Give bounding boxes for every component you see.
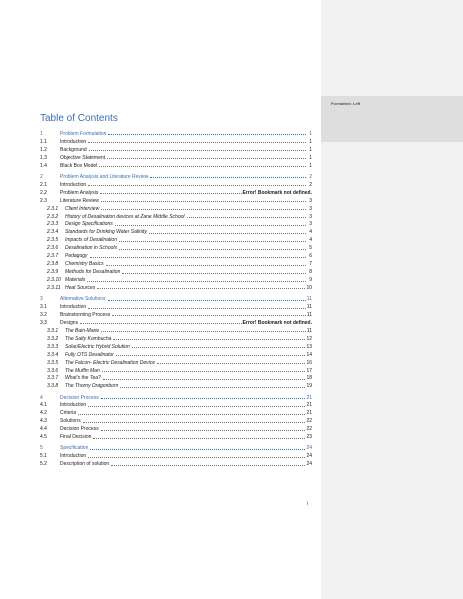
- toc-entry-text: Alternative Solutions: [60, 296, 106, 303]
- toc-entry[interactable]: [40, 326, 312, 334]
- toc-entry-text: Introduction: [60, 304, 87, 310]
- toc-entry-number: 2.3.7: [47, 253, 59, 260]
- toc-entry-text: Decision Process: [60, 394, 99, 401]
- toc-dot-leader: [93, 438, 305, 439]
- toc-entry-number: 5: [40, 445, 43, 452]
- toc-entry-page: 13: [306, 343, 312, 350]
- toc-entry[interactable]: [40, 342, 312, 350]
- table-of-contents: [40, 129, 312, 467]
- toc-entry-number: 2: [40, 173, 43, 180]
- toc-entry-number: 1.4: [40, 162, 47, 169]
- toc-dot-leader: [101, 209, 306, 210]
- toc-entry[interactable]: [40, 180, 312, 188]
- toc-dot-leader: [88, 185, 306, 186]
- toc-entry-page: 18: [306, 375, 312, 382]
- toc-entry-text: Chemistry Basics: [65, 261, 104, 268]
- toc-title: Table of Contents: [40, 113, 118, 124]
- toc-dot-leader: [111, 465, 305, 466]
- toc-entry-page: 1: [309, 138, 312, 145]
- toc-dot-leader: [102, 371, 306, 372]
- toc-dot-leader: [112, 315, 306, 316]
- toc-entry-page: 24: [306, 453, 312, 460]
- toc-entry[interactable]: [40, 204, 312, 212]
- toc-entry-number: 3.1: [40, 304, 47, 310]
- toc-dot-leader: [78, 414, 305, 415]
- toc-entry-number: 2.3.5: [47, 237, 59, 244]
- toc-dot-leader: [80, 323, 241, 324]
- toc-entry-number: 3.2: [40, 311, 47, 318]
- toc-dot-leader: [157, 363, 305, 364]
- toc-entry-text: Solar/Electric Hybrid Solution: [65, 343, 130, 350]
- comment-pane: [321, 0, 463, 599]
- toc-dot-leader: [88, 308, 306, 309]
- toc-entry-text: The Bain-Marie: [65, 327, 100, 334]
- toc-entry[interactable]: [40, 443, 312, 451]
- toc-dot-leader: [149, 233, 306, 234]
- toc-dot-leader: [100, 193, 241, 194]
- toc-entry-page: 19: [306, 383, 312, 390]
- toc-entry-text: Criteria: [60, 410, 77, 417]
- page-number: i: [307, 501, 309, 507]
- toc-dot-leader: [97, 288, 305, 289]
- toc-entry[interactable]: [40, 294, 312, 302]
- toc-entry-text: Problem Formulation: [60, 130, 107, 137]
- toc-entry[interactable]: [40, 161, 312, 169]
- toc-entry-page: 3: [309, 197, 312, 204]
- toc-entry-page: 1: [309, 154, 312, 161]
- toc-entry[interactable]: [40, 196, 312, 204]
- toc-dot-leader: [87, 281, 306, 282]
- toc-entry-page: 11: [306, 304, 312, 310]
- toc-entry-page: 4: [309, 229, 312, 236]
- toc-entry[interactable]: [40, 251, 312, 259]
- toc-dot-leader: [101, 331, 306, 332]
- toc-entry-page: 1: [309, 162, 312, 169]
- toc-dot-leader: [107, 158, 306, 159]
- toc-entry-number: 2.3: [40, 197, 47, 204]
- toc-entry-number: 2.3.6: [47, 245, 59, 252]
- toc-dot-leader: [108, 134, 306, 135]
- toc-entry-number: 1.2: [40, 146, 47, 153]
- toc-entry-number: 2.3.9: [47, 269, 59, 276]
- toc-entry[interactable]: [40, 401, 312, 409]
- toc-entry[interactable]: [40, 220, 312, 228]
- toc-dot-leader: [99, 166, 306, 167]
- toc-entry-text: Designs: [60, 319, 79, 326]
- toc-entry-text: Problem Analysis: [60, 189, 99, 196]
- toc-entry-page: 6: [309, 253, 312, 260]
- toc-entry[interactable]: [40, 153, 312, 161]
- toc-dot-leader: [187, 217, 306, 218]
- toc-entry-text: Specification: [60, 445, 89, 452]
- toc-entry-number: 2.3.2: [47, 213, 59, 220]
- toc-entry-page: 2: [309, 173, 312, 180]
- toc-dot-leader: [119, 249, 306, 250]
- toc-entry-page: 1: [309, 146, 312, 153]
- toc-entry-text: Design Specifications: [65, 221, 113, 228]
- toc-dot-leader: [88, 406, 305, 407]
- toc-entry-page: 22: [306, 418, 312, 425]
- toc-entry-text: The Falcon- Electric Desalination Device: [65, 359, 156, 366]
- toc-entry-text: Brainstorming Process: [60, 311, 111, 318]
- toc-dot-leader: [101, 201, 306, 202]
- toc-entry-page: 10: [306, 284, 312, 291]
- toc-entry-number: 4.1: [40, 402, 47, 409]
- toc-entry[interactable]: [40, 408, 312, 416]
- toc-entry-text: The Muffin Man: [65, 367, 100, 374]
- toc-entry-number: 2.3.8: [47, 261, 59, 268]
- toc-entry-page: 11: [306, 311, 312, 318]
- toc-entry[interactable]: [40, 374, 312, 382]
- toc-entry-text: Materials: [65, 277, 86, 283]
- toc-entry-number: 4.4: [40, 426, 47, 433]
- toc-dot-leader: [119, 241, 306, 242]
- toc-entry-page: 21: [306, 402, 312, 409]
- toc-entry-text: History of Desalination devices at Zane Middle School: [65, 213, 185, 220]
- toc-entry[interactable]: [40, 366, 312, 374]
- toc-entry-number: 2.3.1: [47, 205, 59, 212]
- toc-entry[interactable]: [40, 459, 312, 467]
- toc-entry-page: 14: [306, 351, 312, 358]
- toc-entry-number: 3.3.5: [47, 359, 59, 366]
- toc-entry-text: Desalination in Schools: [65, 245, 117, 252]
- toc-entry[interactable]: [40, 188, 312, 196]
- toc-entry-page: 24: [306, 461, 312, 468]
- toc-entry[interactable]: [40, 283, 312, 291]
- toc-entry-text: The Salty Kombucha: [65, 335, 112, 342]
- toc-entry[interactable]: [40, 432, 312, 440]
- toc-entry[interactable]: [40, 302, 312, 310]
- toc-entry-text: Methods for Desalination: [65, 269, 121, 276]
- toc-entry-page: 4: [309, 237, 312, 244]
- toc-dot-leader: [108, 300, 306, 301]
- toc-entry-text: Introduction: [60, 138, 87, 145]
- toc-entry-number: 3.3.1: [47, 327, 59, 334]
- toc-dot-leader: [116, 355, 306, 356]
- toc-dot-leader: [90, 257, 306, 258]
- toc-entry-text: Pedagogy: [65, 253, 88, 260]
- toc-entry-text: Impacts of Desalination: [65, 237, 117, 244]
- toc-entry-text: Heat Sources: [65, 284, 96, 291]
- toc-entry-number: 3: [40, 296, 43, 303]
- toc-entry-page: 9: [309, 277, 312, 283]
- toc-dot-leader: [132, 347, 306, 348]
- toc-entry-page: 12: [306, 335, 312, 342]
- toc-entry-text: Problem Analysis and Literature Review: [60, 173, 149, 180]
- toc-entry-page: 24: [306, 445, 312, 452]
- toc-entry-text: Decision Process: [60, 426, 99, 433]
- toc-entry[interactable]: [40, 235, 312, 243]
- toc-entry-page: 5: [309, 245, 312, 252]
- toc-entry-number: 4.5: [40, 434, 47, 441]
- toc-entry-page: 11: [306, 296, 312, 303]
- toc-entry-text: Fully OTS Desalinator: [65, 351, 114, 358]
- toc-dot-leader: [101, 398, 306, 399]
- toc-entry-number: 3.3.6: [47, 367, 59, 374]
- toc-entry-number: 2.3.11: [47, 284, 61, 291]
- toc-entry-text: Standards for Drinking Water Salinity: [65, 229, 147, 236]
- toc-entry[interactable]: [40, 424, 312, 432]
- comment-label: Formatted: Left: [331, 101, 361, 106]
- toc-entry-number: 3.3: [40, 319, 47, 326]
- toc-entry-text: Introduction: [60, 402, 87, 409]
- toc-dot-leader: [88, 457, 305, 458]
- toc-entry-number: 3.3.2: [47, 335, 59, 342]
- toc-entry[interactable]: [40, 451, 312, 459]
- toc-entry-number: 5.2: [40, 461, 47, 468]
- toc-entry[interactable]: [40, 243, 312, 251]
- toc-entry[interactable]: [40, 318, 312, 326]
- comment-balloon[interactable]: [321, 96, 463, 142]
- toc-entry-text: What's the Tea?: [65, 375, 101, 382]
- toc-entry-text: Objective Statement: [60, 154, 106, 161]
- toc-entry-page: 23: [306, 434, 312, 441]
- toc-entry-text: Client Interview: [65, 205, 100, 212]
- toc-entry-page: Error! Bookmark not defined.: [242, 189, 312, 196]
- toc-entry[interactable]: [40, 416, 312, 424]
- toc-dot-leader: [115, 225, 306, 226]
- toc-dot-leader: [83, 422, 306, 423]
- toc-entry-number: 4.2: [40, 410, 47, 417]
- toc-entry-number: 3.3.8: [47, 383, 59, 390]
- toc-entry-number: 4: [40, 394, 43, 401]
- toc-entry[interactable]: [40, 172, 312, 180]
- toc-entry-number: 1: [40, 130, 43, 137]
- toc-entry-number: 2.1: [40, 181, 47, 188]
- toc-entry-page: 21: [306, 394, 312, 401]
- toc-dot-leader: [90, 449, 305, 450]
- toc-entry[interactable]: [40, 259, 312, 267]
- toc-entry-number: 3.3.4: [47, 351, 59, 358]
- toc-entry-text: Black Box Model: [60, 162, 98, 169]
- toc-entry-page: 3: [309, 213, 312, 220]
- toc-dot-leader: [106, 265, 306, 266]
- toc-entry-number: 2.3.4: [47, 229, 59, 236]
- toc-entry[interactable]: [40, 350, 312, 358]
- toc-entry[interactable]: [40, 334, 312, 342]
- toc-entry-page: 7: [309, 261, 312, 268]
- toc-entry[interactable]: [40, 275, 312, 283]
- toc-entry-number: 2.3.3: [47, 221, 59, 228]
- toc-dot-leader: [113, 339, 305, 340]
- toc-dot-leader: [122, 273, 306, 274]
- toc-entry-number: 3.3.7: [47, 375, 59, 382]
- toc-entry-text: Literature Review: [60, 197, 99, 204]
- toc-entry-page: 2: [309, 181, 312, 188]
- toc-entry-page: 22: [306, 426, 312, 433]
- toc-entry[interactable]: [40, 145, 312, 153]
- toc-dot-leader: [150, 177, 306, 178]
- toc-entry-page: 16: [306, 359, 312, 366]
- toc-entry-page: 21: [306, 410, 312, 417]
- toc-dot-leader: [89, 150, 306, 151]
- toc-dot-leader: [103, 379, 306, 380]
- toc-entry-number: 5.1: [40, 453, 47, 460]
- toc-entry[interactable]: [40, 381, 312, 389]
- toc-dot-leader: [120, 387, 305, 388]
- toc-entry-text: Introduction: [60, 181, 87, 188]
- toc-entry-number: 3.3.3: [47, 343, 59, 350]
- toc-entry-number: 2.2: [40, 189, 47, 196]
- toc-entry-text: Description of solution: [60, 461, 110, 468]
- toc-entry-page: 11: [306, 327, 312, 334]
- toc-entry-text: Solutions: [60, 418, 81, 425]
- toc-dot-leader: [88, 142, 306, 143]
- toc-entry-text: Final Decision: [60, 434, 92, 441]
- toc-entry-number: 2.3.10: [47, 277, 61, 283]
- toc-dot-leader: [101, 430, 306, 431]
- toc-entry-page: 3: [309, 205, 312, 212]
- toc-entry-text: Background: [60, 146, 87, 153]
- toc-entry[interactable]: [40, 129, 312, 137]
- toc-entry[interactable]: [40, 227, 312, 235]
- toc-entry-page: 3: [309, 221, 312, 228]
- toc-entry-page: 8: [309, 269, 312, 276]
- toc-entry[interactable]: [40, 393, 312, 401]
- toc-entry-number: 1.3: [40, 154, 47, 161]
- toc-entry[interactable]: [40, 212, 312, 220]
- toc-entry[interactable]: [40, 267, 312, 275]
- toc-entry-page: Error! Bookmark not defined.: [242, 319, 312, 326]
- toc-entry[interactable]: [40, 137, 312, 145]
- toc-entry-text: Introduction: [60, 453, 87, 460]
- toc-entry-number: 1.1: [40, 138, 47, 145]
- toc-entry-page: 17: [306, 367, 312, 374]
- toc-entry-number: 4.3: [40, 418, 47, 425]
- toc-entry[interactable]: [40, 310, 312, 318]
- toc-entry-page: 1: [309, 130, 312, 137]
- toc-entry-text: The Thorny Dragonborn: [65, 383, 119, 390]
- toc-entry[interactable]: [40, 358, 312, 366]
